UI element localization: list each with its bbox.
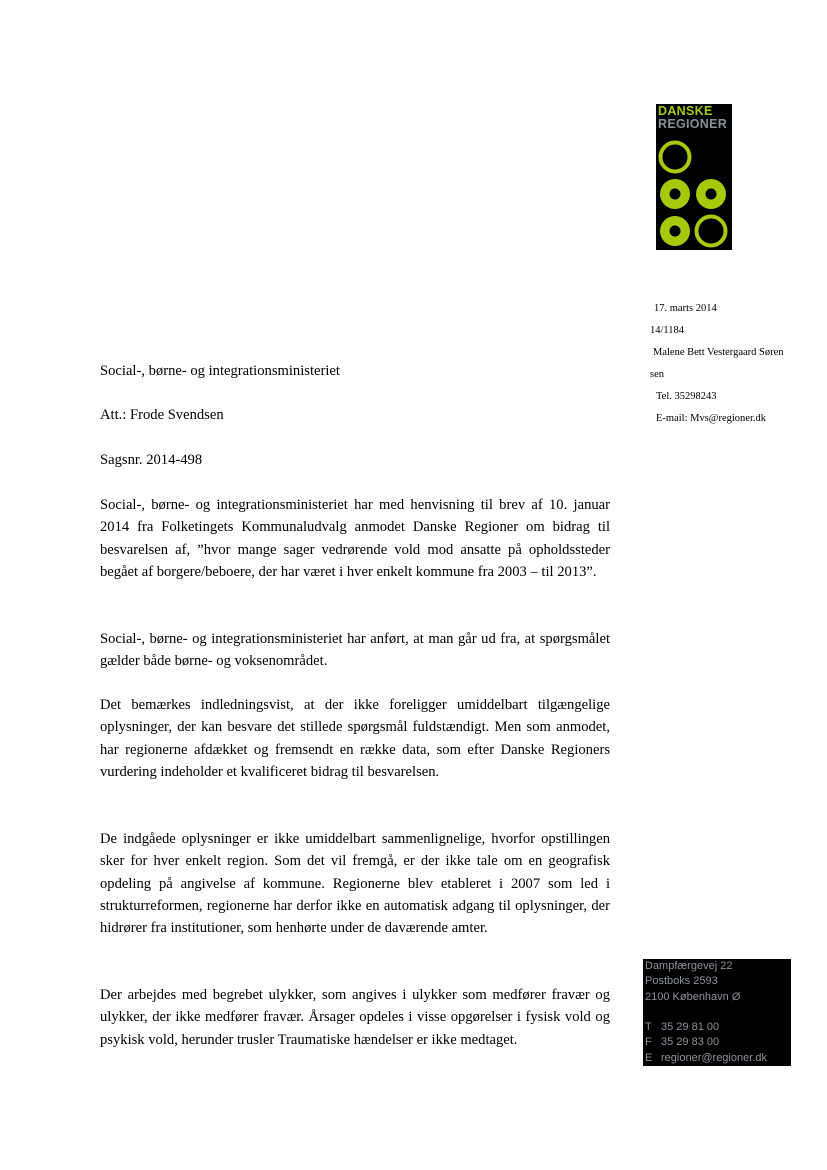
address-fax: 35 29 83 00 <box>661 1036 720 1049</box>
recipient-attention: Att.: Frode Svendsen <box>100 407 224 423</box>
letter-date: 17. marts 2014 <box>654 303 717 314</box>
recipient-ministry: Social-, børne- og integrationsministeriet <box>100 363 340 379</box>
email-label: E <box>645 1051 653 1064</box>
body-paragraph-2: Social-, børne- og integrationsministeriet har anført, at man går ud fra, at spørgsmålet gælder både børne- og voksenområdet. <box>100 631 610 670</box>
address-pobox: Postboks 2593 <box>645 975 718 988</box>
contact-email: E-mail: Mvs@regioner.dk <box>656 413 766 424</box>
contact-name-cont: sen <box>650 369 664 380</box>
contact-phone: Tel. 35298243 <box>656 391 717 402</box>
logo-circles-icon <box>656 138 732 250</box>
danske-regioner-logo <box>656 104 732 250</box>
address-block <box>643 959 791 1066</box>
logo-word-danske: DANSKE <box>658 104 713 118</box>
recipient-case: Sagsnr. 2014-498 <box>100 452 203 468</box>
letter-meta <box>650 298 820 430</box>
phone-label: T <box>645 1021 652 1034</box>
address-street: Dampfærgevej 22 <box>645 960 733 972</box>
body-paragraph-5: Der arbejdes med begrebet ulykker, som angives i ulykker som medfører fravær og ulykker, der ikke medfører fravær. Årsager opdeles i visse opgørelser i fysisk vold og psykisk vold, herunder trusler Traumatiske hændelser er ikke medtaget. <box>100 987 610 1048</box>
logo-word-regioner: REGIONER <box>658 117 728 131</box>
contact-name: Malene Bett Vestergaard Søren <box>653 347 784 358</box>
fax-label: F <box>645 1036 652 1049</box>
body-paragraph-1: Social-, børne- og integrationsministeriet har med henvisning til brev af 10. januar 2014 fra Folketingets Kommunaludvalg anmodet Danske Regioner om bidrag til besvarelsen af, ”hvor mange sager vedrørende vold mod ansatte på opholdssteder begået af borgere/beboere, der har været i hver enkelt kommune fra 2003 – til 2013”. <box>100 497 610 580</box>
address-city: 2100 København Ø <box>645 990 741 1003</box>
address-email: regioner@regioner.dk <box>661 1051 767 1064</box>
address-phone: 35 29 81 00 <box>661 1021 720 1034</box>
case-number: 14/1184 <box>650 325 685 336</box>
body-paragraph-4: De indgåede oplysninger er ikke umiddelbart sammenlignelige, hvorfor opstillingen sker for hver enkelt region. Som det vil fremgå, er der ikke tale om en geografisk opdeling på angivelse af kommune. Regionerne blev etableret i 2007 som led i strukturreformen, regionerne har derfor ikke en automatisk adgang til oplysninger, der hidrører fra institutioner, som henhørte under de daværende amter. <box>100 831 610 937</box>
body-paragraph-3: Det bemærkes indledningsvist, at der ikke foreligger umiddelbart tilgængelige oplysninger, der kan besvare det stillede spørgsmål fuldstændigt. Men som anmodet, har regionerne afdækket og fremsendt en række data, som efter Danske Regioners vurdering indeholder et kvalificeret bidrag til besvarelsen. <box>100 697 610 780</box>
